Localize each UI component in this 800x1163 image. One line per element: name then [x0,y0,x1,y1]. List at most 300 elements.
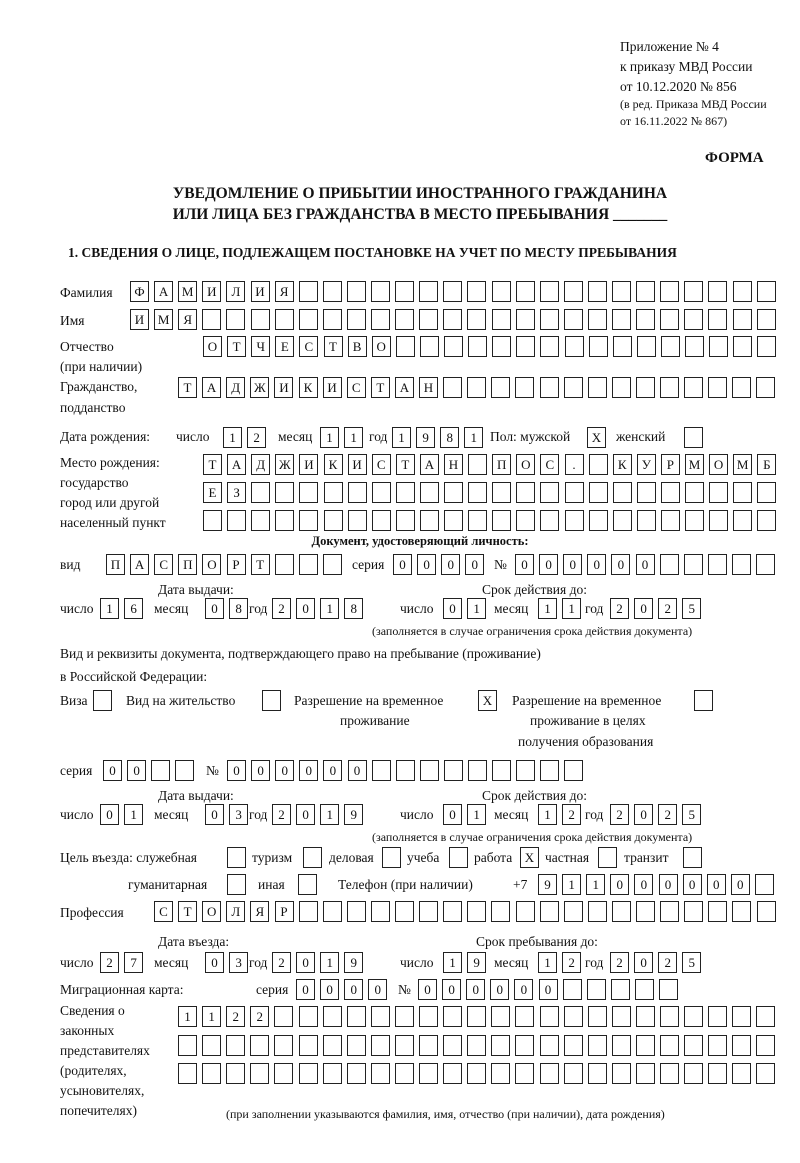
char-cell[interactable]: 8 [440,427,459,448]
char-cell[interactable] [708,1035,727,1056]
char-cell[interactable]: 5 [682,804,701,825]
char-cell[interactable]: 0 [563,554,582,575]
char-cell[interactable] [491,377,510,398]
char-cell[interactable] [227,510,246,531]
char-cell[interactable] [589,482,608,503]
char-cell[interactable]: А [395,377,414,398]
char-cell[interactable] [443,1006,462,1027]
char-cell[interactable]: А [420,454,439,475]
char-cell[interactable] [564,760,583,781]
char-cell[interactable] [757,901,776,922]
char-cell[interactable] [587,979,606,1000]
char-cell[interactable] [491,901,510,922]
char-cell[interactable]: А [154,281,173,302]
char-cell[interactable] [612,377,631,398]
char-cell[interactable] [636,1035,655,1056]
char-cell[interactable] [516,510,535,531]
char-cell[interactable] [732,377,751,398]
char-cell[interactable]: 2 [610,952,629,973]
char-cell[interactable]: 1 [467,804,486,825]
char-cell[interactable] [492,510,511,531]
char-cell[interactable]: 2 [100,952,119,973]
char-cell[interactable] [347,1035,366,1056]
char-cell[interactable] [251,510,270,531]
char-cell[interactable]: М [178,281,197,302]
char-cell[interactable]: К [299,377,318,398]
char-cell[interactable] [636,1006,655,1027]
char-cell[interactable]: 2 [658,804,677,825]
char-cell[interactable]: К [613,454,632,475]
char-cell[interactable] [275,309,294,330]
char-cell[interactable] [685,510,704,531]
char-cell[interactable] [588,1063,607,1084]
char-cell[interactable] [515,1006,534,1027]
char-cell[interactable] [660,281,679,302]
char-cell[interactable] [371,1063,390,1084]
char-cell[interactable]: 0 [634,598,653,619]
char-cell[interactable]: 2 [272,952,291,973]
char-cell[interactable]: Т [324,336,343,357]
char-cell[interactable] [684,427,703,448]
char-cell[interactable] [396,760,415,781]
char-cell[interactable] [323,281,342,302]
char-cell[interactable] [612,1006,631,1027]
char-cell[interactable]: 0 [634,874,653,895]
char-cell[interactable]: З [227,482,246,503]
char-cell[interactable] [516,901,535,922]
char-cell[interactable] [660,1006,679,1027]
char-cell[interactable] [396,482,415,503]
char-cell[interactable]: 0 [731,874,750,895]
char-cell[interactable]: 0 [442,979,461,1000]
char-cell[interactable] [202,1035,221,1056]
char-cell[interactable]: К [324,454,343,475]
char-cell[interactable] [299,281,318,302]
char-cell[interactable]: С [347,377,366,398]
char-cell[interactable]: 0 [441,554,460,575]
char-cell[interactable]: 0 [323,760,342,781]
char-cell[interactable]: 0 [418,979,437,1000]
char-cell[interactable] [708,281,727,302]
char-cell[interactable] [492,760,511,781]
char-cell[interactable]: 9 [416,427,435,448]
char-cell[interactable]: В [348,336,367,357]
char-cell[interactable] [757,309,776,330]
char-cell[interactable]: И [130,309,149,330]
char-cell[interactable] [757,336,776,357]
char-cell[interactable]: 1 [223,427,242,448]
char-cell[interactable] [396,336,415,357]
char-cell[interactable] [347,309,366,330]
char-cell[interactable]: О [372,336,391,357]
char-cell[interactable]: Д [251,454,270,475]
char-cell[interactable]: П [178,554,197,575]
char-cell[interactable] [202,309,221,330]
char-cell[interactable]: С [540,454,559,475]
char-cell[interactable] [637,482,656,503]
char-cell[interactable] [684,1035,703,1056]
char-cell[interactable] [443,1063,462,1084]
char-cell[interactable] [660,901,679,922]
char-cell[interactable] [565,336,584,357]
char-cell[interactable]: Т [371,377,390,398]
char-cell[interactable]: 9 [467,952,486,973]
char-cell[interactable]: 1 [202,1006,221,1027]
char-cell[interactable] [564,901,583,922]
char-cell[interactable]: П [106,554,125,575]
char-cell[interactable]: Т [203,454,222,475]
char-cell[interactable]: Ч [251,336,270,357]
char-cell[interactable] [467,309,486,330]
char-cell[interactable]: 5 [682,598,701,619]
char-cell[interactable]: 0 [683,874,702,895]
char-cell[interactable] [395,281,414,302]
char-cell[interactable]: И [299,454,318,475]
char-cell[interactable] [732,1035,751,1056]
char-cell[interactable]: 0 [205,598,224,619]
char-cell[interactable] [540,281,559,302]
char-cell[interactable]: 0 [205,804,224,825]
char-cell[interactable] [516,309,535,330]
char-cell[interactable]: 7 [124,952,143,973]
char-cell[interactable] [612,901,631,922]
char-cell[interactable]: 1 [320,804,339,825]
char-cell[interactable]: Т [178,377,197,398]
char-cell[interactable]: О [516,454,535,475]
char-cell[interactable]: Я [178,309,197,330]
char-cell[interactable] [323,1035,342,1056]
char-cell[interactable] [419,1035,438,1056]
char-cell[interactable] [226,309,245,330]
char-cell[interactable]: 0 [296,979,315,1000]
char-cell[interactable]: Л [226,901,245,922]
char-cell[interactable]: 2 [658,598,677,619]
char-cell[interactable] [637,510,656,531]
char-cell[interactable]: 0 [514,979,533,1000]
char-cell[interactable] [756,1006,775,1027]
char-cell[interactable]: 2 [250,1006,269,1027]
char-cell[interactable] [382,847,401,868]
char-cell[interactable] [467,377,486,398]
char-cell[interactable]: У [637,454,656,475]
char-cell[interactable]: 0 [707,874,726,895]
char-cell[interactable] [227,847,246,868]
char-cell[interactable] [709,510,728,531]
char-cell[interactable]: 0 [251,760,270,781]
char-cell[interactable] [684,554,703,575]
char-cell[interactable] [419,281,438,302]
char-cell[interactable] [93,690,112,711]
char-cell[interactable] [733,510,752,531]
char-cell[interactable] [444,510,463,531]
char-cell[interactable] [636,901,655,922]
char-cell[interactable]: 0 [299,760,318,781]
char-cell[interactable] [540,510,559,531]
char-cell[interactable] [708,377,727,398]
char-cell[interactable]: О [202,554,221,575]
char-cell[interactable] [262,690,281,711]
char-cell[interactable]: Р [661,454,680,475]
char-cell[interactable] [420,510,439,531]
char-cell[interactable] [467,1006,486,1027]
char-cell[interactable] [563,979,582,1000]
char-cell[interactable] [419,1063,438,1084]
char-cell[interactable] [371,281,390,302]
char-cell[interactable] [175,760,194,781]
char-cell[interactable] [371,1006,390,1027]
char-cell[interactable] [226,1063,245,1084]
char-cell[interactable] [588,309,607,330]
char-cell[interactable]: 0 [368,979,387,1000]
char-cell[interactable]: С [372,454,391,475]
char-cell[interactable] [685,482,704,503]
char-cell[interactable] [598,847,617,868]
char-cell[interactable] [588,901,607,922]
char-cell[interactable] [684,1063,703,1084]
char-cell[interactable] [372,510,391,531]
char-cell[interactable] [303,847,322,868]
char-cell[interactable] [564,377,583,398]
char-cell[interactable] [515,377,534,398]
char-cell[interactable]: 1 [538,598,557,619]
char-cell[interactable]: 1 [464,427,483,448]
char-cell[interactable] [612,281,631,302]
char-cell[interactable] [420,482,439,503]
char-cell[interactable] [709,336,728,357]
char-cell[interactable]: 0 [320,979,339,1000]
char-cell[interactable]: Р [227,554,246,575]
char-cell[interactable] [635,979,654,1000]
char-cell[interactable] [565,482,584,503]
char-cell[interactable]: Т [251,554,270,575]
char-cell[interactable] [371,1035,390,1056]
char-cell[interactable]: 0 [443,804,462,825]
char-cell[interactable]: 2 [658,952,677,973]
char-cell[interactable] [491,1035,510,1056]
char-cell[interactable] [395,1006,414,1027]
char-cell[interactable]: С [299,336,318,357]
char-cell[interactable]: 0 [515,554,534,575]
char-cell[interactable] [755,874,774,895]
char-cell[interactable]: И [251,281,270,302]
char-cell[interactable] [371,309,390,330]
char-cell[interactable] [589,510,608,531]
char-cell[interactable]: А [227,454,246,475]
char-cell[interactable] [708,1006,727,1027]
char-cell[interactable] [757,510,776,531]
char-cell[interactable]: 2 [247,427,266,448]
char-cell[interactable] [491,1006,510,1027]
char-cell[interactable] [468,510,487,531]
char-cell[interactable]: А [202,377,221,398]
char-cell[interactable]: 0 [296,804,315,825]
char-cell[interactable] [492,281,511,302]
char-cell[interactable]: 1 [344,427,363,448]
char-cell[interactable]: 0 [344,979,363,1000]
char-cell[interactable]: 2 [562,804,581,825]
char-cell[interactable]: Р [275,901,294,922]
char-cell[interactable] [733,309,752,330]
char-cell[interactable] [732,1006,751,1027]
char-cell[interactable] [661,510,680,531]
char-cell[interactable] [299,482,318,503]
char-cell[interactable] [660,377,679,398]
char-cell[interactable] [684,281,703,302]
char-cell[interactable] [516,281,535,302]
char-cell[interactable] [613,510,632,531]
char-cell[interactable] [732,1063,751,1084]
char-cell[interactable]: 5 [682,952,701,973]
char-cell[interactable]: Т [396,454,415,475]
char-cell[interactable] [324,482,343,503]
char-cell[interactable] [323,554,342,575]
char-cell[interactable]: М [685,454,704,475]
char-cell[interactable] [395,309,414,330]
char-cell[interactable] [274,1063,293,1084]
char-cell[interactable]: 0 [205,952,224,973]
char-cell[interactable]: 1 [586,874,605,895]
char-cell[interactable]: . [565,454,584,475]
char-cell[interactable] [298,874,317,895]
char-cell[interactable] [467,1035,486,1056]
char-cell[interactable]: И [348,454,367,475]
char-cell[interactable] [468,336,487,357]
char-cell[interactable] [226,1035,245,1056]
char-cell[interactable]: 1 [320,427,339,448]
char-cell[interactable]: 1 [467,598,486,619]
char-cell[interactable]: 0 [539,979,558,1000]
char-cell[interactable]: П [492,454,511,475]
char-cell[interactable]: 0 [103,760,122,781]
char-cell[interactable]: X [587,427,606,448]
char-cell[interactable] [565,510,584,531]
char-cell[interactable]: 0 [275,760,294,781]
char-cell[interactable] [612,1035,631,1056]
char-cell[interactable] [660,1035,679,1056]
char-cell[interactable]: 1 [538,952,557,973]
char-cell[interactable] [395,1063,414,1084]
char-cell[interactable]: М [733,454,752,475]
char-cell[interactable] [709,482,728,503]
char-cell[interactable] [637,336,656,357]
char-cell[interactable] [203,510,222,531]
char-cell[interactable] [540,482,559,503]
char-cell[interactable] [468,760,487,781]
char-cell[interactable] [612,1063,631,1084]
char-cell[interactable]: 0 [296,952,315,973]
char-cell[interactable] [251,482,270,503]
char-cell[interactable] [756,554,775,575]
char-cell[interactable] [251,309,270,330]
char-cell[interactable] [684,1006,703,1027]
char-cell[interactable] [732,901,751,922]
char-cell[interactable] [708,309,727,330]
char-cell[interactable] [467,281,486,302]
char-cell[interactable] [756,377,775,398]
char-cell[interactable] [347,1063,366,1084]
char-cell[interactable] [660,309,679,330]
char-cell[interactable] [178,1035,197,1056]
char-cell[interactable]: О [202,901,221,922]
char-cell[interactable]: 2 [610,598,629,619]
char-cell[interactable]: А [130,554,149,575]
char-cell[interactable] [564,1006,583,1027]
char-cell[interactable]: 9 [344,804,363,825]
char-cell[interactable] [660,554,679,575]
char-cell[interactable] [708,901,727,922]
char-cell[interactable] [756,1063,775,1084]
char-cell[interactable]: 0 [634,952,653,973]
char-cell[interactable]: М [154,309,173,330]
char-cell[interactable]: Б [757,454,776,475]
char-cell[interactable]: 0 [127,760,146,781]
char-cell[interactable] [540,336,559,357]
char-cell[interactable]: 3 [229,952,248,973]
char-cell[interactable] [564,281,583,302]
char-cell[interactable]: 2 [610,804,629,825]
char-cell[interactable] [659,979,678,1000]
char-cell[interactable]: Д [226,377,245,398]
char-cell[interactable] [589,454,608,475]
char-cell[interactable] [540,760,559,781]
char-cell[interactable]: 1 [320,598,339,619]
char-cell[interactable] [275,482,294,503]
char-cell[interactable]: Е [275,336,294,357]
char-cell[interactable]: 0 [100,804,119,825]
char-cell[interactable] [589,336,608,357]
char-cell[interactable] [443,377,462,398]
char-cell[interactable] [178,1063,197,1084]
char-cell[interactable]: 0 [465,554,484,575]
char-cell[interactable]: 0 [587,554,606,575]
char-cell[interactable]: 2 [562,952,581,973]
char-cell[interactable]: 0 [539,554,558,575]
char-cell[interactable] [468,454,487,475]
char-cell[interactable] [468,482,487,503]
char-cell[interactable] [420,760,439,781]
char-cell[interactable] [443,901,462,922]
char-cell[interactable] [636,281,655,302]
char-cell[interactable]: 8 [229,598,248,619]
char-cell[interactable] [588,281,607,302]
char-cell[interactable]: 0 [634,804,653,825]
char-cell[interactable]: 1 [562,598,581,619]
char-cell[interactable] [299,309,318,330]
char-cell[interactable]: 0 [610,874,629,895]
char-cell[interactable]: 0 [296,598,315,619]
char-cell[interactable]: О [203,336,222,357]
char-cell[interactable] [202,1063,221,1084]
char-cell[interactable] [348,510,367,531]
char-cell[interactable] [684,377,703,398]
char-cell[interactable] [732,554,751,575]
char-cell[interactable] [299,554,318,575]
char-cell[interactable]: 0 [466,979,485,1000]
char-cell[interactable]: Ж [250,377,269,398]
char-cell[interactable] [324,510,343,531]
char-cell[interactable] [395,901,414,922]
char-cell[interactable] [395,1035,414,1056]
char-cell[interactable] [443,281,462,302]
char-cell[interactable] [611,979,630,1000]
char-cell[interactable] [515,1035,534,1056]
char-cell[interactable] [347,1006,366,1027]
char-cell[interactable] [660,1063,679,1084]
char-cell[interactable] [733,281,752,302]
char-cell[interactable] [419,309,438,330]
char-cell[interactable] [757,482,776,503]
char-cell[interactable]: И [323,377,342,398]
